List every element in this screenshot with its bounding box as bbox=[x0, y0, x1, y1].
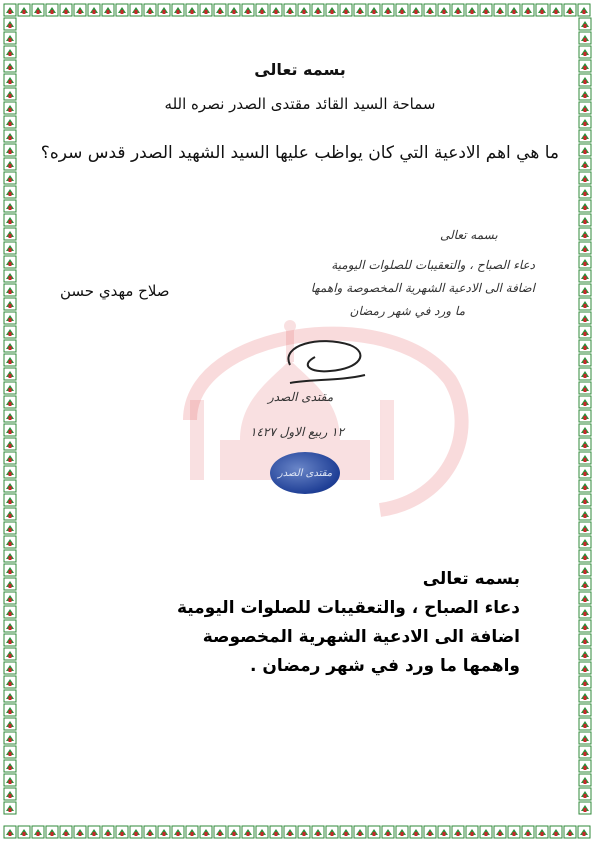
signature-scribble bbox=[270, 335, 380, 395]
typed-answer-line-1: بسمه تعالى bbox=[422, 569, 520, 589]
typed-answer-block bbox=[120, 565, 520, 681]
letter-addressee: سماحة السيد القائد مقتدى الصدر نصره الله bbox=[164, 95, 436, 113]
letter-bismillah: بسمه تعالى bbox=[254, 60, 346, 79]
handwritten-answer-line-1: دعاء الصباح ، والتعقيبات للصلوات اليومية bbox=[331, 258, 535, 272]
typed-answer-line-2: دعاء الصباح ، والتعقيبات للصلوات اليومية bbox=[176, 598, 520, 618]
typed-answer-line-4: واهمها ما ورد في شهر رمضان . bbox=[250, 656, 520, 676]
handwritten-bismillah: بسمه تعالى bbox=[440, 228, 498, 242]
official-seal bbox=[270, 452, 340, 494]
letter-question: ما هي اهم الادعية التي كان يواظب عليها السيد الشهيد الصدر قدس سره؟ bbox=[40, 143, 559, 163]
typed-answer-line-3: اضافة الى الادعية الشهرية المخصوصة bbox=[202, 627, 520, 647]
seal-text: مقتدى الصدر bbox=[277, 467, 333, 479]
handwritten-answer-line-3: ما ورد في شهر رمضان bbox=[349, 304, 465, 318]
handwritten-signature-name: مقتدى الصدر bbox=[268, 390, 334, 404]
sender-name: صلاح مهدي حسن bbox=[60, 282, 170, 300]
handwritten-answer-line-2: اضافة الى الادعية الشهرية المخصوصة واهمها bbox=[310, 281, 535, 295]
handwritten-date: ١٢ ربيع الاول ١٤٢٧ bbox=[250, 425, 344, 439]
